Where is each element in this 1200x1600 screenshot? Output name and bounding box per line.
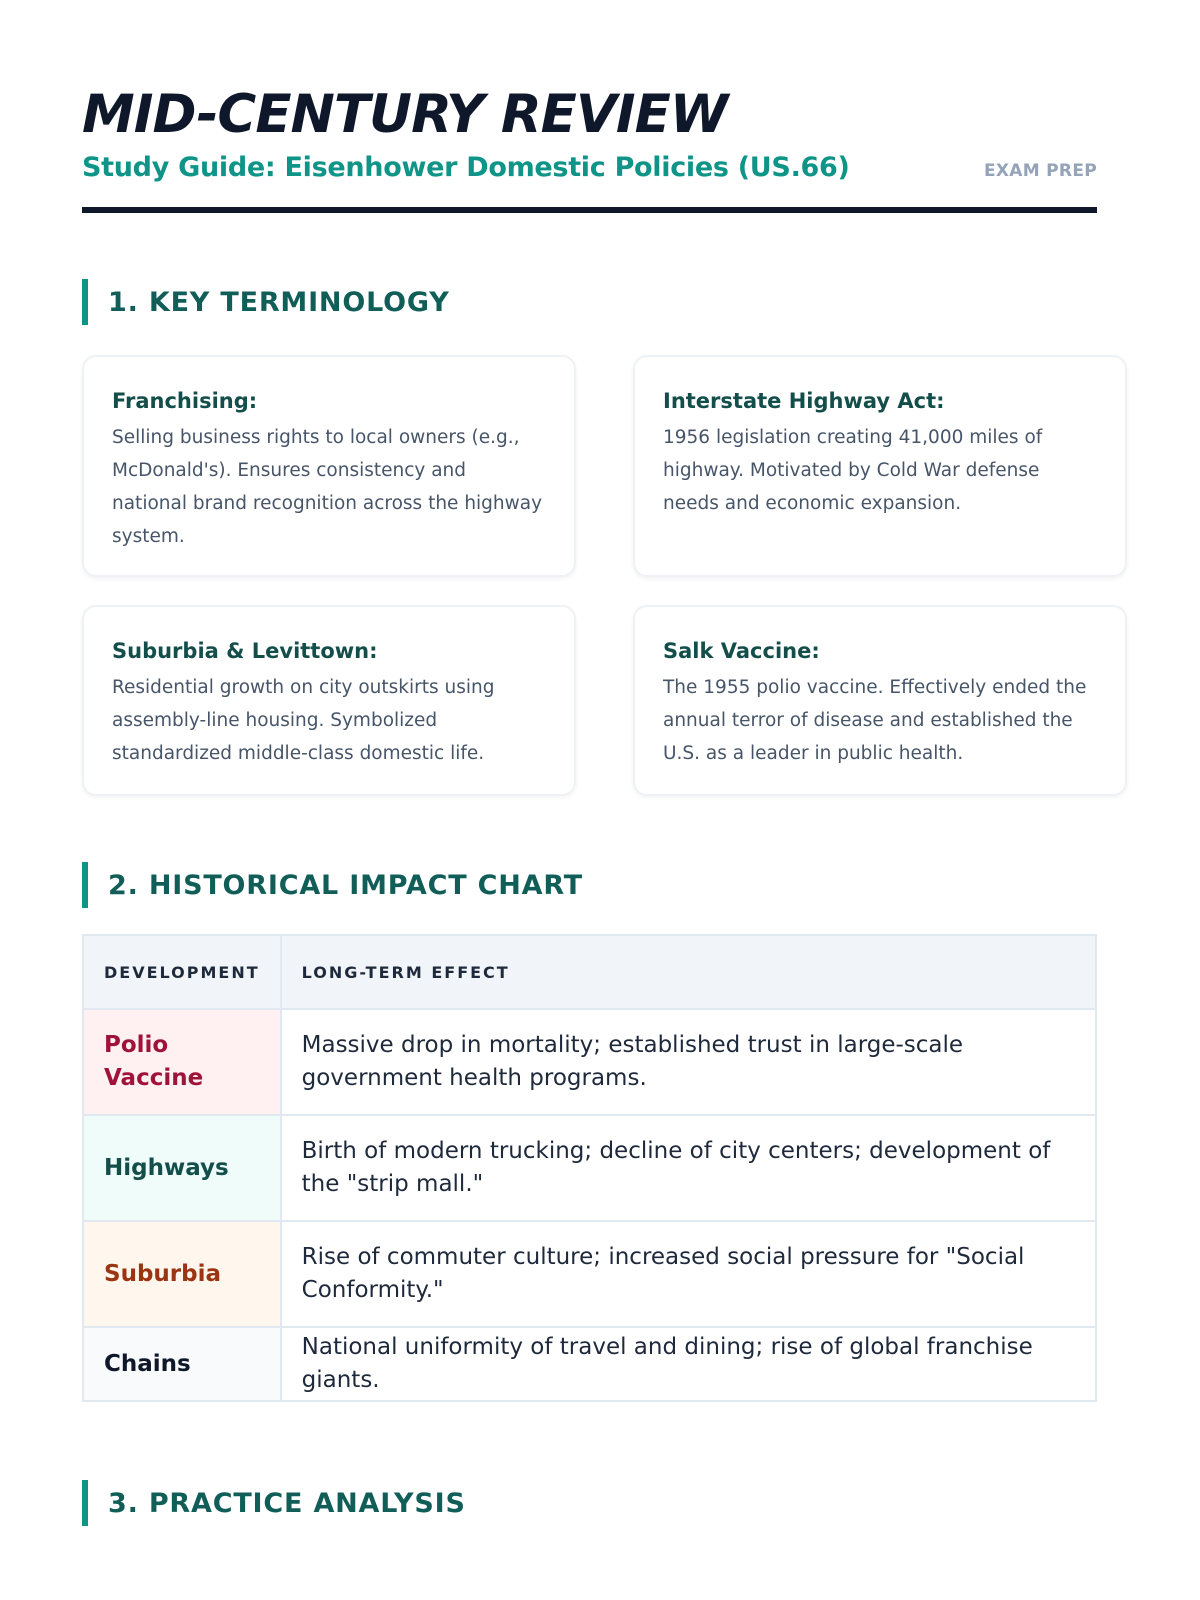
terminology-heading: 1. KEY TERMINOLOGY: [82, 279, 1097, 325]
subtitle-row: [82, 152, 1097, 183]
effect-cell: National uniformity of travel and dining; rise of global franchise giants.: [281, 1327, 1096, 1401]
table-row: [83, 1327, 1096, 1401]
term-title: Interstate Highway Act:: [663, 389, 945, 413]
effect-cell: Massive drop in mortality; established trust in large-scale government health programs.: [281, 1009, 1096, 1115]
impact-table: [82, 934, 1097, 1402]
effect-cell: Birth of modern trucking; decline of city centers; development of the "strip mall.": [281, 1115, 1096, 1221]
effect-cell: Rise of commuter culture; increased social pressure for "Social Conformity.": [281, 1221, 1096, 1327]
table-row: [83, 1221, 1096, 1327]
term-card-suburbia: [82, 605, 576, 796]
page-header: [82, 0, 1097, 213]
development-cell: Suburbia: [83, 1221, 281, 1327]
development-cell: Polio Vaccine: [83, 1009, 281, 1115]
terminology-grid: [82, 355, 1097, 796]
table-row: [83, 1115, 1096, 1221]
development-cell: Chains: [83, 1327, 281, 1401]
page-title: MID-CENTURY REVIEW: [82, 84, 728, 145]
practice-section: [82, 1480, 1097, 1526]
term-title: Salk Vaccine:: [663, 639, 820, 663]
term-description: 1956 legislation creating 41,000 miles of highway. Motivated by Cold War defense needs and economic expansion.: [663, 427, 1043, 514]
term-description: The 1955 polio vaccine. Effectively ended the annual terror of disease and established the U.S. as a leader in public health.: [663, 677, 1087, 764]
column-header-development: DEVELOPMENT: [83, 935, 281, 1009]
impact-heading: 2. HISTORICAL IMPACT CHART: [82, 862, 1097, 908]
term-title: Suburbia & Levittown:: [112, 639, 378, 663]
exam-prep-tag: EXAM PREP: [983, 161, 1097, 181]
term-card-salk-vaccine: [633, 605, 1127, 796]
table-row: [83, 1009, 1096, 1115]
column-header-effect: LONG-TERM EFFECT: [281, 935, 1096, 1009]
term-card-interstate-highway-act: [633, 355, 1127, 577]
term-description: Selling business rights to local owners (e.g., McDonald's). Ensures consistency and national brand recognition across the highway system.: [112, 427, 543, 547]
term-card-franchising: [82, 355, 576, 577]
practice-heading: 3. PRACTICE ANALYSIS: [82, 1480, 1097, 1526]
terminology-section: [82, 279, 1097, 796]
header-divider: [82, 207, 1097, 213]
development-cell: Highways: [83, 1115, 281, 1221]
term-description: Residential growth on city outskirts using assembly-line housing. Symbolized standardized middle-class domestic life.: [112, 677, 495, 764]
term-title: Franchising:: [112, 389, 258, 413]
impact-section: [82, 862, 1097, 1402]
page-subtitle: Study Guide: Eisenhower Domestic Policies (US.66): [82, 152, 850, 183]
table-header-row: [83, 935, 1096, 1009]
